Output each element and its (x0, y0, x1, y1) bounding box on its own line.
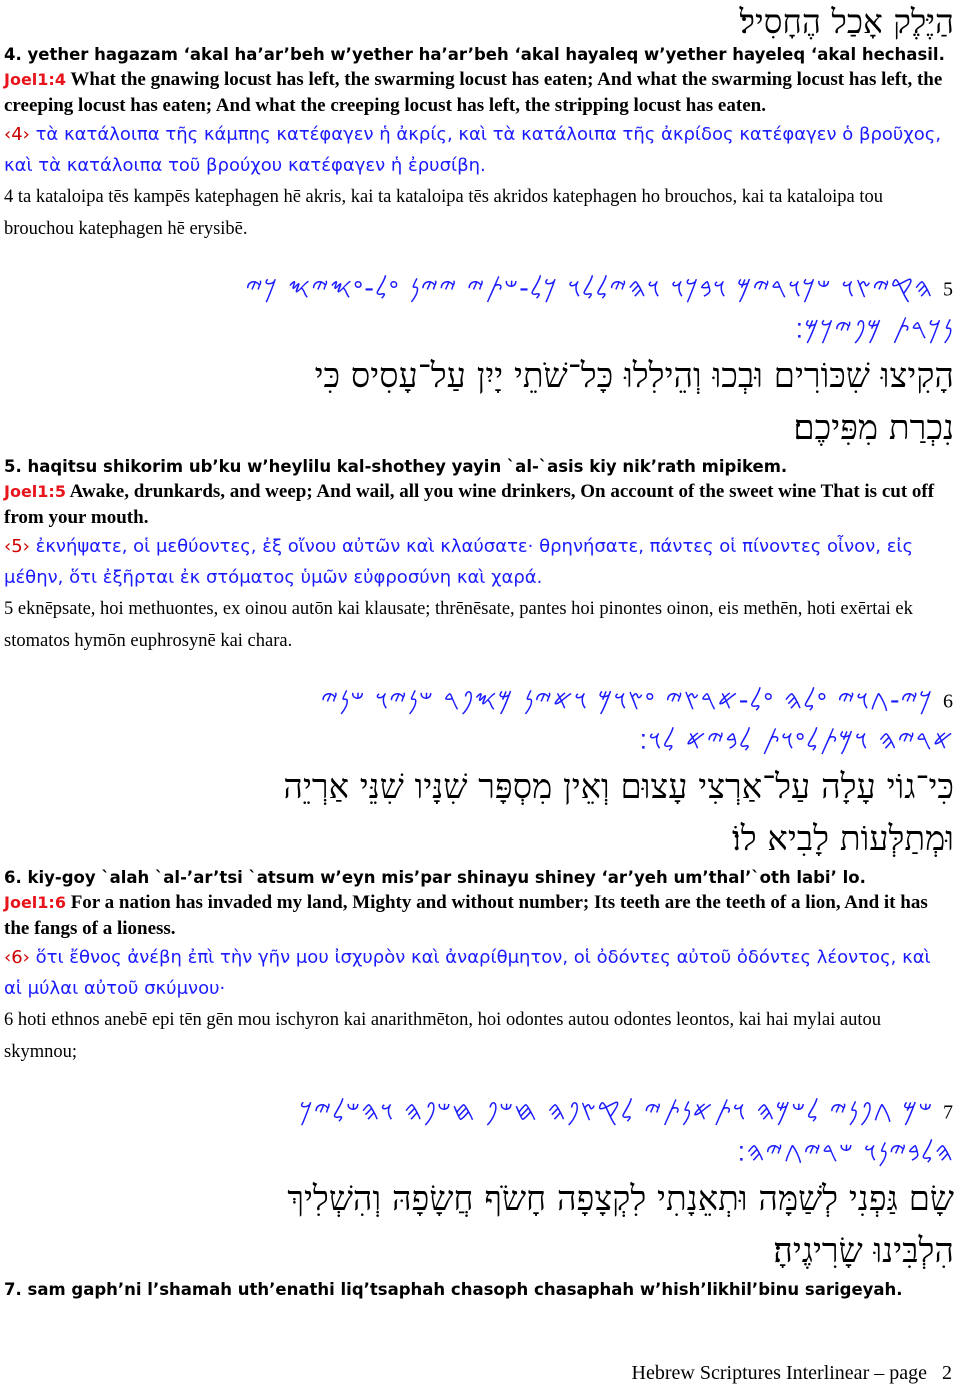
v5-reference: Joel1:5 (4, 481, 66, 501)
v5-transliteration: 5. haqitsu shikorim ub’ku w’heylilu kal-shothey yayin `al-`asis kiy nik’rath mipikem. (4, 456, 788, 476)
v5-english-text: Awake, drunkards, and weep; And wail, all you wine drinkers, On account of the sweet wine That is cut off from your mouth. (4, 480, 935, 528)
v6-hebrew-line-1: כִּי־גוֹי עָלָה עַל־אַרְצִי עָצוּם וְאֵין מִסְפָּר שִׁנָּיו שִׁנֵּי אַרְיֵה (283, 767, 954, 807)
v6-paleo-line-2: 𐤀𐤓𐤉𐤄 𐤅𐤌𐤕𐤋𐤏𐤅𐤕 𐤋𐤁𐤉𐤀 𐤋𐤅׃ (639, 725, 954, 756)
v7-hebrew-line-1: שָׂם גַּפְנִי לְשַׁמָּה וּתְאֵנָתִי לִקְצָפָה חָשֹׂף חֲשָׂפָהּ וְהִשְׁלִיךְ (287, 1178, 954, 1219)
v6-hebrew-line-2: וּמְתַלְּעוֹת לָבִיא לוֹ׃ (732, 819, 954, 859)
v4-greek-text: τὰ κατάλοιπα τῆς κάμπης κατέφαγεν ἡ ἀκρίς, καὶ τὰ κατάλοιπα τῆς ἀκρίδος κατέφαγεν ὁ βροῦχος, καὶ τὰ κατάλοιπα τοῦ βρούχου κατέφαγεν ἡ ἐρυσίβη. (4, 124, 942, 176)
v4-reference: Joel1:4 (4, 70, 66, 89)
v5-number: 5 (943, 278, 954, 301)
v6-hebrew (4, 761, 954, 865)
footer-page-label: page (889, 1362, 927, 1384)
footer-dash: – (874, 1362, 885, 1384)
page-footer (632, 1362, 952, 1385)
v6-transliteration: 6. kiy-goy `alah `al-’ar’tsi `atsum w’eyn mis’par shinayu shiney ‘ar’yeh um’thal’`oth labi’ lo. (4, 868, 866, 887)
v4-english (4, 67, 954, 119)
v6-number: 6 (943, 690, 954, 712)
v7-number: 7 (943, 1101, 954, 1124)
v6-greek-number: ‹6› (4, 947, 30, 968)
v5-english (4, 479, 954, 531)
v7-hebrew (4, 1173, 954, 1277)
v6-greek-transliteration: 6 hoti ethnos anebē epi tēn gēn mou ischyron kai anarithmēton, hoi odontes autou odontes leontos, kai hai mylai autou skymnou; (4, 1010, 882, 1062)
v5-hebrew-line-1: הָקִיצוּ שִׁכּוֹרִים וּבְכוּ וְהֵילִלוּ כָּל־שֹׁתֵי יָיִן עַל־עָסִיס כִּי (314, 355, 954, 396)
footer-page-number: 2 (942, 1362, 952, 1384)
v7-paleo-line-2: 𐤄𐤋𐤁𐤉𐤍𐤅 𐤔𐤓𐤉𐤂𐤉𐤄׃ (737, 1136, 954, 1168)
v4-transliteration: 4. yether hagazam ‘akal ha’ar’beh w’yether ha’ar’beh ‘akal hayaleq w’yether hayeleq ‘akal hechasil. (4, 45, 945, 64)
footer-title: Hebrew Scriptures Interlinear (631, 1362, 870, 1384)
v7-paleo-line-1: 𐤔𐤌 𐤂𐤐𐤍𐤉 𐤋𐤔𐤌𐤄 𐤅𐤕𐤀𐤍𐤕𐤉 𐤋𐤒𐤑𐤐𐤄 𐤇𐤔𐤐 𐤇𐤔𐤐𐤄 𐤅𐤄𐤔𐤋𐤉𐤊 (299, 1096, 934, 1127)
v5-greek (4, 531, 954, 593)
v6-english (4, 890, 954, 942)
v4-greek-transliteration: 4 ta kataloipa tēs kampēs katephagen hē akris, kai ta kataloipa tēs akridos katephagen ho brouchos, kai ta kataloipa tou brouchou katephagen hē erysibē. (4, 187, 883, 239)
v5-greek-transliteration: 5 eknēpsate, hoi methuontes, ex oinou autōn kai klausate; thrēnēsate, pantes hoi pinontes oinon, eis methēn, hoti exērtai ek stomatos hymōn euphrosynē kai chara. (4, 598, 913, 651)
v5-paleo-line-2: 𐤍𐤊𐤓𐤕 𐤌𐤐𐤉𐤊𐤌׃ (795, 313, 954, 345)
v5-greek-text: ἐκνήψατε, οἱ μεθύοντες, ἐξ οἴνου αὐτῶν καὶ κλαύσατε· θρηνήσατε, πάντες οἱ πίνοντες οἶνον, εἰς μέθην, ὅτι ἐξῆρται ἐκ στόματος ὑμῶν εὐφροσύνη καὶ χαρά. (4, 535, 914, 588)
v6-english-text: For a nation has invaded my land, Mighty and without number; Its teeth are the teeth of a lion, And it has the fangs of a lioness. (4, 892, 928, 939)
v7-transliteration: 7. sam gaph’ni l’shamah uth’enathi liq’tsaphah chasoph chasaphah w’hish’likhil’binu sarigeyah. (4, 1279, 903, 1299)
v7-paleo-hebrew (4, 1092, 954, 1173)
v4-greek-number: ‹4› (4, 124, 30, 145)
v4-english-text: What the gnawing locust has left, the swarming locust has eaten; And what the swarming locust has left, the creeping locust has eaten; And what the creeping locust has left, the stripping locust has eaten. (4, 69, 943, 116)
v5-greek-number: ‹5› (4, 535, 30, 557)
v4-greek (4, 119, 954, 181)
v6-greek (4, 942, 954, 1004)
v6-paleo-line-1: 𐤊𐤉-𐤂𐤅𐤉 𐤏𐤋𐤄 𐤏𐤋-𐤀𐤓𐤑𐤉 𐤏𐤑𐤅𐤌 𐤅𐤀𐤉𐤍 𐤌𐤎𐤐𐤓 𐤔𐤍𐤉𐤅 𐤔𐤍𐤉 (320, 684, 934, 716)
v5-paleo-line-1: 𐤄𐤒𐤉𐤑𐤅 𐤔𐤊𐤅𐤓𐤉𐤌 𐤅𐤁𐤊𐤅 𐤅𐤄𐤉𐤋𐤋𐤅 𐤊𐤋-𐤔𐤕𐤉 𐤉𐤉𐤍 𐤏𐤋-𐤏𐤎𐤉𐤎 𐤊𐤉 (245, 273, 934, 304)
hebrew-verse-3-end: הַיֶּלֶק אָכַל הֶחָסִיל׃ (739, 2, 954, 41)
v6-reference: Joel1:6 (4, 893, 66, 912)
v6-greek-text: ὅτι ἔθνος ἀνέβη ἐπὶ τὴν γῆν μου ἰσχυρὸν καὶ ἀναρίθμητον, οἱ ὀδόντες αὐτοῦ ὀδόντες λέοντος, καὶ αἱ μύλαι αὐτοῦ σκύμνου· (4, 947, 931, 999)
v7-hebrew-line-2: הִלְבִּינוּ שָׂרִיגֶיהָ׃ (773, 1230, 954, 1271)
v6-paleo-hebrew (4, 681, 954, 762)
v5-hebrew-line-2: נִכְרַת מִפִּיכֶם׃ (793, 407, 954, 448)
v5-paleo-hebrew (4, 269, 954, 350)
v5-hebrew (4, 350, 954, 454)
